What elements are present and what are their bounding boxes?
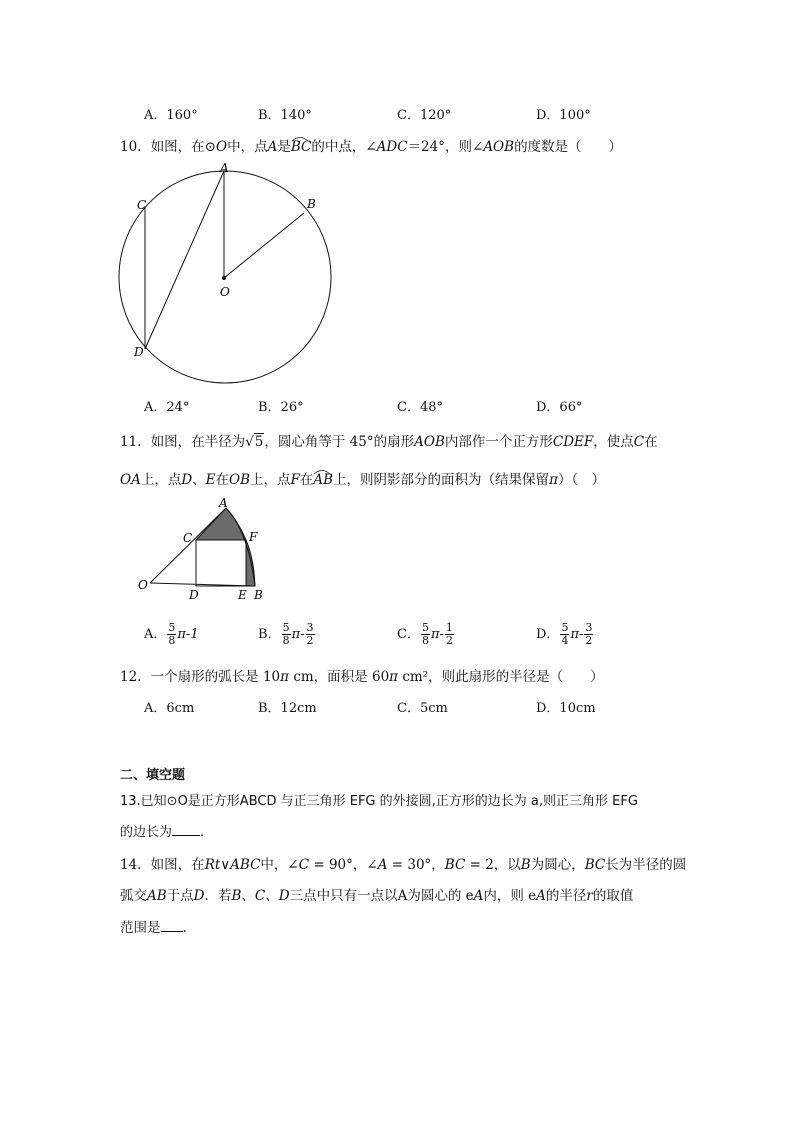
q14-line1: 14．如图，在Rt∨ABC中，∠C = 90°，∠A = 30°，BC = 2，以B为圆心，BC长为半径的圆 [120, 857, 687, 873]
q11-option-d: D． $\frac{5}{4}$ π- $\frac{3}{2}$ [536, 621, 593, 647]
q12-option-d: D．10cm [536, 701, 596, 716]
label-a: A [219, 496, 228, 510]
label-b: B [254, 588, 263, 602]
q10-option-d: D．66° [536, 400, 583, 415]
q11-arc-ab: AB [313, 472, 333, 488]
q11-option-b: B． $\frac{5}{8}$ π- $\frac{3}{2}$ [258, 621, 314, 647]
q10-figure [110, 160, 350, 400]
q11-figure [130, 495, 280, 605]
sqrt-symbol-icon: √ [245, 434, 254, 450]
q9-option-c: C．120° [397, 108, 452, 123]
q9-option-a: A．160° [144, 108, 198, 123]
q9-option-d: D．100° [536, 108, 591, 123]
q12-option-b: B．12cm [258, 701, 317, 716]
segment-ad [145, 171, 224, 349]
q14-line2: 弧交AB于点D．若B、C、D三点中只有一点以A为圆心的 eA内，则 eA的半径r的取值 [120, 888, 634, 904]
label-b: B [307, 197, 316, 211]
q13-line1: 13.已知⊙O是正方形ABCD 与正三角形 EFG 的外接圆,正方形的边长为 a,则正三角形 EFG [120, 794, 638, 809]
square-cdef [196, 540, 246, 586]
q10-arc-bc: BC [291, 139, 312, 155]
q10-stem: 10．如图，在⊙O中，点A是BC 的中点，∠ADC＝24°，则∠AOB的度数是（ ） [120, 135, 622, 155]
q14-line3: 范围是 . [120, 920, 187, 936]
label-o: O [138, 578, 148, 592]
answer-blank [172, 823, 200, 836]
label-c: C [137, 198, 147, 212]
label-c: C [183, 531, 193, 545]
arc-mark-icon [313, 469, 331, 475]
q11-option-a: A． $\frac{5}{8}$ π-1 [144, 621, 199, 647]
q9-option-b: B．140° [258, 108, 312, 123]
label-o: O [220, 285, 230, 299]
q12-option-a: A．6cm [144, 701, 195, 716]
label-e: E [238, 588, 247, 602]
section-title: 二、填空题 [120, 768, 186, 783]
center-point [222, 276, 226, 280]
q11-stem-line1: 11．如图，在半径为√5，圆心角等于 45°的扇形AOB内部作一个正方形CDEF，使点C在 [120, 434, 658, 450]
arc-mark-icon [291, 136, 309, 142]
segment-oa [150, 508, 226, 583]
q12-option-c: C．5cm [397, 701, 448, 716]
label-d: D [134, 345, 144, 359]
label-a: A [220, 161, 229, 175]
q13-line2: 的边长为 . [120, 825, 205, 840]
q10-option-c: C．48° [397, 400, 443, 415]
q11-stem-line2: OA上，点D、E在OB上，点F在AB 上，则阴影部分的面积为（结果保留π）（ ） [120, 468, 605, 488]
label-f: F [249, 530, 258, 544]
segment-ob [224, 213, 304, 278]
q12-stem: 12．一个扇形的弧长是 10π cm，面积是 60π cm²，则此扇形的半径是（ ） [120, 669, 604, 685]
answer-blank [161, 919, 183, 932]
label-d: D [189, 588, 199, 602]
q10-option-a: A．24° [144, 400, 190, 415]
q11-option-c: C． $\frac{5}{8}$ π- $\frac{1}{2}$ [397, 621, 453, 647]
q10-option-b: B．26° [258, 400, 304, 415]
